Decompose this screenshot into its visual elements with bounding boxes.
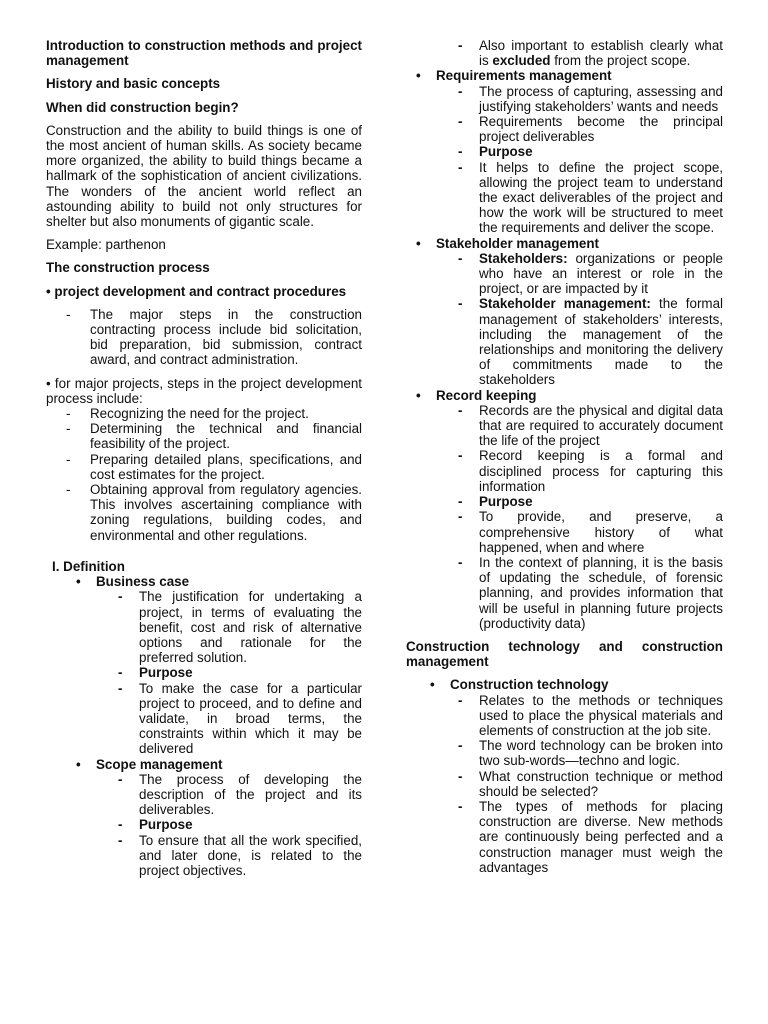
stakeholder-details (406, 251, 723, 388)
management-list (384, 68, 723, 631)
technology-heading: Construction technology and construction management (406, 638, 723, 670)
purpose-label: - Purpose (117, 817, 362, 832)
technology-list (398, 677, 723, 875)
record-keeping-details (406, 403, 723, 631)
list-item: - To make the case for a particular project to proceed, and to define and validate, in broad terms, the constraints within which it may be delivered (117, 681, 362, 757)
major-projects-intro: • for major projects, steps in the project development process include: (46, 375, 362, 406)
process-heading: The construction process (46, 260, 210, 276)
list-item: - Requirements become the principal project deliverables (457, 114, 723, 144)
when-heading: When did construction begin? (46, 99, 239, 115)
list-item: - Relates to the methods or techniques used to place the physical materials and elements of construction at the job site. (457, 693, 723, 739)
list-item: - What construction technique or method should be selected? (457, 769, 723, 799)
list-item: - To provide, and preserve, a comprehensive history of what happened, when and where (457, 509, 723, 555)
document-title: Introduction to construction methods and project management (46, 38, 362, 69)
requirements-title: Requirements management (436, 68, 612, 84)
list-item: - The types of methods for placing construction are diverse. New methods are continuously being perfected and a construction manager must weigh the advantages (457, 799, 723, 875)
business-case-details (66, 589, 362, 756)
list-item: - The process of capturing, assessing and justifying stakeholders’ wants and needs (457, 84, 723, 114)
purpose-label: - Purpose (457, 144, 723, 159)
left-column (46, 38, 362, 878)
record-keeping-item (384, 388, 723, 631)
major-steps-list (46, 406, 362, 543)
scope-management-item (44, 757, 362, 879)
list-item: - The major steps in the construction contracting process include bid solicitation, bid preparation, bid submission, contract award, and contract administration. (46, 307, 362, 368)
scope-management-title: Scope management (96, 756, 223, 772)
requirements-details (406, 84, 723, 236)
list-item: - The justification for undertaking a project, in terms of evaluating the benefit, cost and risk of alternative options and rationale for the preferred solution. (117, 589, 362, 665)
list-item: - In the context of planning, it is the basis of updating the schedule, of forensic planning, and provides information that will be useful in planning future projects (productivity data) (457, 555, 723, 631)
record-keeping-title: Record keeping (436, 387, 537, 403)
stakeholder-item (384, 236, 723, 388)
list-item: - It helps to define the project scope, allowing the project team to understand the exact deliverables of the project and how the work will be structured to meet the requirements and deliver the scope. (457, 160, 723, 236)
business-case-item (44, 574, 362, 756)
construction-technology-title: Construction technology (450, 677, 609, 693)
list-item: - Records are the physical and digital data that are required to accurately document the life of the project (457, 403, 723, 449)
requirements-item (384, 68, 723, 235)
definition-heading: I. Definition (52, 558, 125, 574)
list-item: - Record keeping is a formal and disciplined process for capturing this information (457, 448, 723, 494)
purpose-label: - Purpose (117, 665, 362, 680)
construction-technology-item (398, 677, 723, 875)
example-text: Example: parthenon (46, 237, 166, 253)
list-item: - Also important to establish clearly what is excluded from the project scope. (457, 38, 723, 68)
right-column (406, 38, 723, 875)
business-case-title: Business case (96, 574, 190, 590)
list-item: - To ensure that all the work specified, and later done, is related to the project objectives. (117, 833, 362, 879)
list-item: - Stakeholder management: the formal management of stakeholders’ interests, including the management of the relationships and monitoring the delivery of commitments made to the stakeholders (457, 296, 723, 387)
scope-management-details (66, 772, 362, 878)
definition-list (44, 574, 362, 878)
history-heading: History and basic concepts (46, 76, 221, 92)
scope-continued-list (406, 38, 723, 68)
construction-technology-details (420, 693, 723, 875)
list-item: - Preparing detailed plans, specifications, and cost estimates for the project. (46, 452, 362, 482)
development-bullet-heading: • project development and contract procedures (46, 283, 347, 299)
list-item: - Determining the technical and financial feasibility of the project. (46, 421, 362, 451)
contract-steps-list (46, 307, 362, 368)
stakeholder-title: Stakeholder management (436, 235, 599, 251)
list-item: - Obtaining approval from regulatory agencies. This involves ascertaining compliance with zoning regulations, building codes, and environmental and other regulations. (46, 482, 362, 543)
list-item: - The process of developing the description of the project and its deliverables. (117, 772, 362, 818)
list-item: - Recognizing the need for the project. (46, 406, 362, 421)
purpose-label: - Purpose (457, 494, 723, 509)
intro-paragraph: Construction and the ability to build things is one of the most ancient of human skills. As society became more organized, the ability to build things became a hallmark of the sophistication of ancient civilizations. The wonders of the ancient world reflect an astounding ability to build not only structures for shelter but also monuments of gigantic scale. (46, 122, 362, 230)
list-item: - Stakeholders: organizations or people who have an interest or role in the project, or are impacted by it (457, 251, 723, 297)
list-item: - The word technology can be broken into two sub-words—techno and logic. (457, 738, 723, 768)
